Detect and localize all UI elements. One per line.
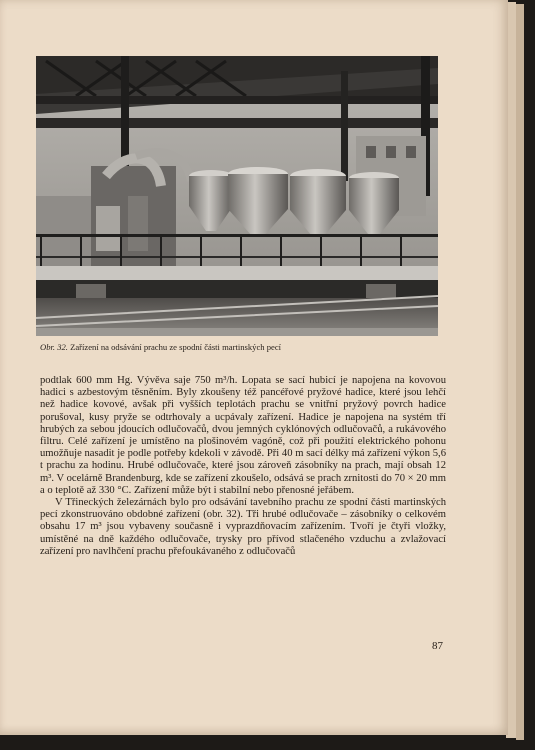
page-stack-edge <box>516 4 524 740</box>
body-text <box>40 375 446 558</box>
paragraph: V Třineckých železárnách bylo pro odsávání tavebního prachu ze spodní části martinských pecí zkonstruováno obdobné zařízení (obr. 32). Tři hrubé odlučovače – zásobníky o celkovém obsahu 17 m³ jsou vybaveny současně i vyprazdňovacím zařízením. Tvoří je čtyři vložky, umístěné na dně každého odlučovače, trysky pro přívod stlačeného vzduchu a zvlažovací zařízení pro navlhčení prachu přefoukávaného z odlučovačů <box>40 497 446 557</box>
paragraph: podtlak 600 mm Hg. Vývěva saje 750 m³/h. Lopata se sací hubicí je napojena na kovovou hadici s azbestovým těsněním. Byly zkoušeny též pancéřové pryžové hadice, které jsou lehčí než hadice kovové, avšak při vyšších teplotách prachu se vnitřní pryžový povrch hadice porušoval, kusy pryže se odtrhovaly a ucpávaly zařízení. Hadice je napojena na systém tří hrubých za sebou jdoucích odlučovačů, dvou jemných cyklónových odlučovačů, a rukávového filtru. Celé zařízení je umístěno na plošinovém vagóně, což při použití elektrického pohonu umožňuje nasadit je podle potřeby kdekoli v závodě. Při 40 m sací délky má zařízení výkon 5,6 t prachu za hodinu. Hrubé odlučovače, které jsou zároveň zásobníky na prach, mají obsah 12 m³. V ocelárně Brandenburg, kde se zařízení zkoušelo, odsává se prach zrnitosti do 70 × 20 mm a o teplotě až 330 °C. Zařízení může být i stabilní nebo přenosné jeřábem. <box>40 375 447 496</box>
figure-caption-text: Zařízení na odsávání prachu ze spodní části martinských pecí <box>70 342 282 352</box>
page-number: 87 <box>432 640 443 652</box>
figure-caption <box>40 342 440 352</box>
figure-label: Obr. 32. <box>40 342 68 352</box>
figure-photo <box>36 56 438 336</box>
